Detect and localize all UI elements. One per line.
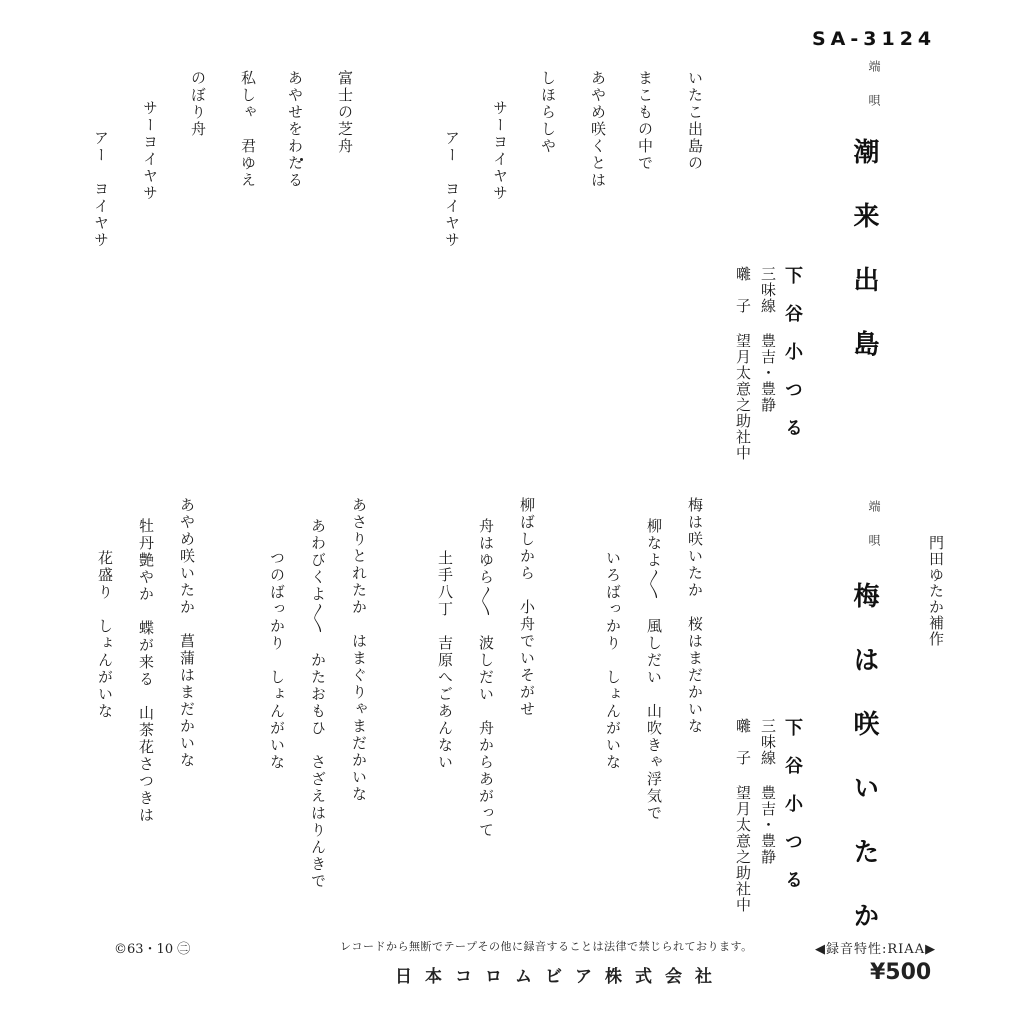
song2-lyric-line: いろばっかり しょんがいな xyxy=(604,550,622,771)
song1-lyric-line: まこもの中で xyxy=(636,70,654,172)
song1-singer: 下谷小つる xyxy=(782,266,803,456)
song1-title: 潮来出島 xyxy=(849,138,879,394)
song2-lyric-line: 土手八丁 吉原へごあんない xyxy=(436,550,454,771)
price: ¥500 xyxy=(870,960,932,985)
song2-lyric-line: 梅は咲いたか 桜はまだかいな xyxy=(686,497,704,735)
song1-lyric-line: サーヨイヤサ xyxy=(141,100,159,202)
song1-credit-shamisen: 三味線 豊吉・豊静 xyxy=(759,266,777,413)
copying-notice: レコードから無断でテープその他に録音することは法律で禁じられております。 xyxy=(340,940,753,953)
song2-credit-shamisen: 三味線 豊吉・豊静 xyxy=(759,718,777,865)
song1-lyric-line: あやせをわたる xyxy=(286,70,304,189)
song2-lyric-line: つのばっかり しょんがいな xyxy=(268,550,286,771)
song2-lyric-line: 牡丹艶やか 蝶が来る 山茶花さつきは xyxy=(137,518,155,824)
song2-title: 梅は咲いたか xyxy=(849,582,879,966)
song2-lyric-line: 柳なよ〳〵 風しだい 山吹きゃ浮気で xyxy=(645,518,663,822)
song1-genre: 端唄 xyxy=(867,60,881,128)
song1-lyric-line: サーヨイヤサ xyxy=(491,100,509,202)
song1-lyric-line: アー ヨイヤサ xyxy=(443,130,461,249)
song1-credit-hayashi: 囃 子 望月太意之助社中 xyxy=(734,266,752,461)
song2-arranger: 門田ゆたか補作 xyxy=(927,535,945,647)
song1-lyric-line: しほらしや xyxy=(539,70,557,155)
company-name: 日本コロムビア株式会社 xyxy=(395,967,725,987)
song2-lyric-line: あさりとれたか はまぐりゃまだかいな xyxy=(350,497,368,803)
song1-lyric-line: いたこ出島の xyxy=(686,70,704,172)
catalog-number: SA-3124 xyxy=(812,28,937,50)
song2-lyric-line: 舟はゆら〳〵 波しだい 舟からあがって xyxy=(477,518,495,839)
copyright-mark: ©63・10 ㊁ xyxy=(114,942,191,957)
song2-credit-hayashi: 囃 子 望月太意之助社中 xyxy=(734,718,752,913)
song2-lyric-line: あわびくよ〳〵 かたおもひ さざえはりんきで xyxy=(309,518,327,890)
song1-lyric-line: 富士の芝舟 xyxy=(336,70,354,155)
song1-lyric-line: あやめ咲くとは xyxy=(589,70,607,189)
song2-lyric-line: 柳ばしから 小舟でいそがせ xyxy=(518,497,536,718)
song1-lyric-line: 私しゃ 君ゆえ xyxy=(239,70,257,189)
recording-characteristic: ◀録音特性:RIAA▶ xyxy=(815,942,937,957)
song2-genre: 端唄 xyxy=(867,500,881,568)
song1-lyric-line: アー ヨイヤサ xyxy=(92,130,110,249)
song2-singer: 下谷小つる xyxy=(782,718,803,908)
song1-lyric-line: のぼり舟 xyxy=(189,70,207,138)
song2-lyric-line: あやめ咲いたか 菖蒲はまだかいな xyxy=(178,497,196,769)
song2-lyric-line: 花盛り しょんがいな xyxy=(96,550,114,720)
